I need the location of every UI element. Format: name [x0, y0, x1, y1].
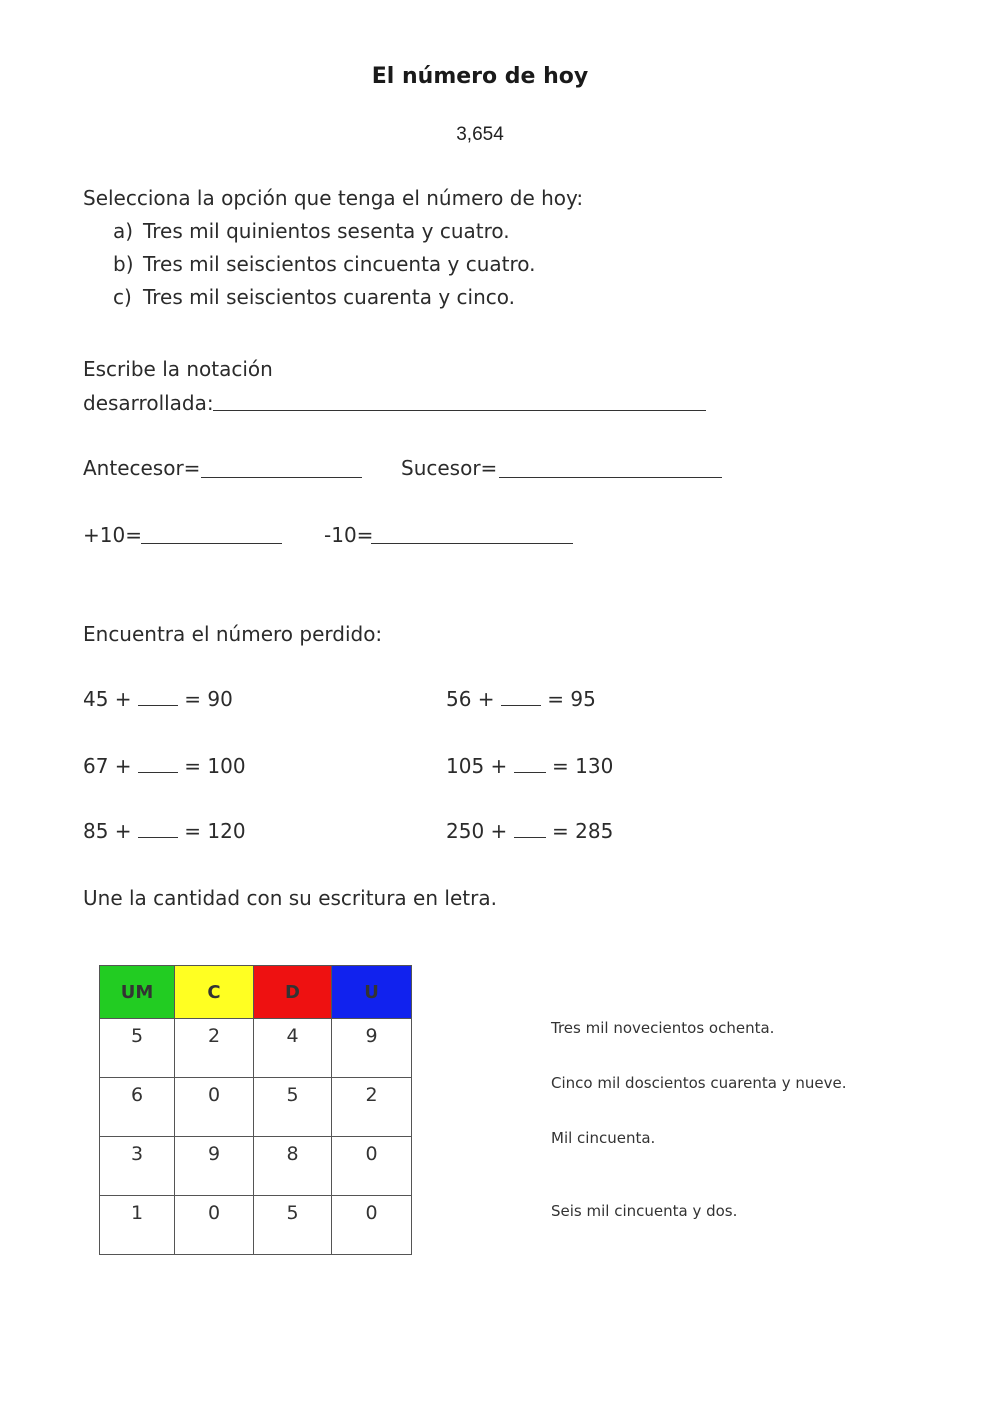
- digit-cell: 6: [100, 1078, 175, 1137]
- expanded-notation-label-line2: desarrollada:: [83, 391, 214, 415]
- plus-ten-label: +10=: [83, 523, 142, 547]
- header-c: C: [175, 966, 254, 1019]
- equation-result: = 90: [184, 687, 233, 711]
- option-a[interactable]: [113, 219, 510, 243]
- table-row[interactable]: [100, 1196, 412, 1255]
- equation: [83, 687, 233, 711]
- digit-cell: 3: [100, 1137, 175, 1196]
- equation-result: = 95: [547, 687, 596, 711]
- equation-addend: 45 +: [83, 687, 132, 711]
- equation-result: = 120: [184, 819, 246, 843]
- equation-addend: 250 +: [446, 819, 508, 843]
- equation-addend: 105 +: [446, 754, 508, 778]
- digit-cell: 0: [332, 1137, 412, 1196]
- digit-cell: 9: [175, 1137, 254, 1196]
- digit-cell: 0: [175, 1196, 254, 1255]
- header-u: U: [332, 966, 412, 1019]
- number-words-option[interactable]: Seis mil cincuenta y dos.: [551, 1202, 738, 1220]
- digit-cell: 5: [100, 1019, 175, 1078]
- table-row[interactable]: [100, 1078, 412, 1137]
- select-prompt: Selecciona la opción que tenga el número de hoy:: [83, 186, 584, 210]
- header-um: UM: [100, 966, 175, 1019]
- option-text: Tres mil quinientos sesenta y cuatro.: [143, 219, 510, 243]
- sucesor-label: Sucesor=: [401, 456, 498, 480]
- equation-result: = 285: [552, 819, 614, 843]
- equation-blank[interactable]: [514, 771, 546, 773]
- equation: [446, 754, 613, 778]
- digit-cell: 5: [254, 1078, 332, 1137]
- place-value-header-row: [100, 966, 412, 1019]
- number-of-the-day: 3,654: [456, 124, 504, 145]
- option-text: Tres mil seiscientos cuarenta y cinco.: [143, 285, 515, 309]
- equation-blank[interactable]: [138, 704, 178, 706]
- digit-cell: 8: [254, 1137, 332, 1196]
- option-letter: a): [113, 219, 134, 243]
- number-words-option[interactable]: Mil cincuenta.: [551, 1129, 656, 1147]
- option-b[interactable]: [113, 252, 536, 276]
- equation: [83, 819, 246, 843]
- digit-cell: 5: [254, 1196, 332, 1255]
- equation-blank[interactable]: [514, 836, 546, 838]
- digit-cell: 2: [175, 1019, 254, 1078]
- option-text: Tres mil seiscientos cincuenta y cuatro.: [143, 252, 536, 276]
- place-value-table: [99, 965, 412, 1255]
- digit-cell: 0: [332, 1196, 412, 1255]
- table-row[interactable]: [100, 1137, 412, 1196]
- sucesor-answer-line[interactable]: [499, 477, 722, 478]
- minus-ten-label: -10=: [324, 523, 374, 547]
- equation-blank[interactable]: [138, 836, 178, 838]
- header-d: D: [254, 966, 332, 1019]
- equation-blank[interactable]: [501, 704, 541, 706]
- equation-blank[interactable]: [138, 771, 178, 773]
- equation: [446, 687, 596, 711]
- match-prompt: Une la cantidad con su escritura en letra.: [83, 886, 497, 910]
- equation-result: = 100: [184, 754, 246, 778]
- antecesor-label: Antecesor=: [83, 456, 201, 480]
- equation: [83, 754, 246, 778]
- equation-addend: 85 +: [83, 819, 132, 843]
- plus-ten-answer-line[interactable]: [141, 543, 282, 544]
- option-letter: c): [113, 285, 132, 309]
- expanded-notation-answer-line[interactable]: [213, 410, 706, 411]
- equation-result: = 130: [552, 754, 614, 778]
- digit-cell: 2: [332, 1078, 412, 1137]
- number-words-option[interactable]: Tres mil novecientos ochenta.: [551, 1019, 775, 1037]
- page-title: El número de hoy: [371, 64, 589, 89]
- option-letter: b): [113, 252, 134, 276]
- antecesor-answer-line[interactable]: [201, 477, 362, 478]
- missing-number-prompt: Encuentra el número perdido:: [83, 622, 383, 646]
- digit-cell: 1: [100, 1196, 175, 1255]
- table-row[interactable]: [100, 1019, 412, 1078]
- number-words-option[interactable]: Cinco mil doscientos cuarenta y nueve.: [551, 1074, 847, 1092]
- minus-ten-answer-line[interactable]: [371, 543, 573, 544]
- equation-addend: 67 +: [83, 754, 132, 778]
- digit-cell: 4: [254, 1019, 332, 1078]
- expanded-notation-label-line1: Escribe la notación: [83, 357, 273, 381]
- digit-cell: 9: [332, 1019, 412, 1078]
- equation-addend: 56 +: [446, 687, 495, 711]
- equation: [446, 819, 613, 843]
- option-c[interactable]: [113, 285, 515, 309]
- digit-cell: 0: [175, 1078, 254, 1137]
